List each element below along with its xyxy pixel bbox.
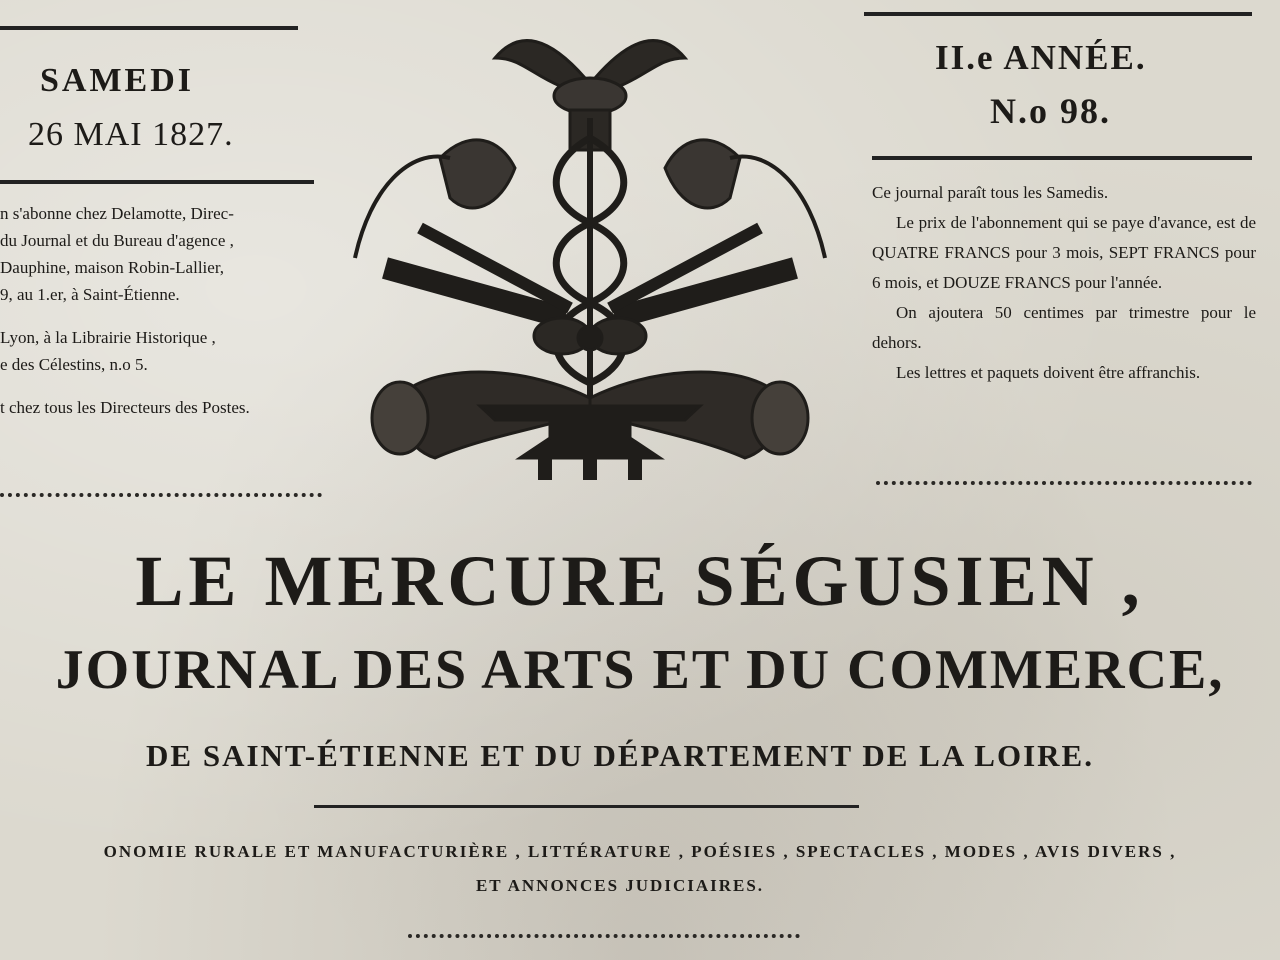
top-right-rule (864, 12, 1252, 16)
info-paragraph: Les lettres et paquets doivent être affranchis. (896, 363, 1201, 382)
topics-line: ONOMIE RURALE ET MANUFACTURIÈRE , LITTÉRATURE , POÉSIES , SPECTACLES , MODES , AVIS DIVERS , (103, 842, 1177, 861)
issue-date: 26 MAI 1827. (28, 116, 234, 153)
subscription-line: Dauphine, maison Robin-Lallier, (0, 258, 225, 277)
subscription-line: du Journal et du Bureau d'agence , (0, 231, 234, 250)
issue-day: SAMEDI (40, 62, 195, 99)
info-paragraph: On ajoutera 50 centimes par trimestre pour le dehors. (872, 303, 1256, 352)
info-paragraph: Ce journal paraît tous les Samedis. (872, 183, 1109, 202)
subscription-line: 9, au 1.er, à Saint-Étienne. (0, 285, 180, 304)
bottom-dotted-rule (408, 934, 800, 938)
newspaper-subtitle: JOURNAL DES ARTS ET DU COMMERCE, (55, 639, 1225, 701)
issue-year: II.e ANNÉE. (935, 38, 1147, 77)
left-dotted-rule (0, 493, 322, 497)
issue-number: N.o 98. (990, 91, 1111, 131)
subscription-line: e des Célestins, n.o 5. (0, 355, 148, 374)
eagle-left-icon (440, 140, 515, 208)
topics-line: ET ANNONCES JUDICIAIRES. (475, 876, 765, 895)
newspaper-region: DE SAINT-ÉTIENNE ET DU DÉPARTEMENT DE LA LOIRE. (146, 738, 1094, 773)
issue-rule (872, 156, 1252, 160)
subscription-info (0, 200, 325, 421)
date-rule (0, 180, 314, 184)
subscription-line: t chez tous les Directeurs des Postes. (0, 398, 250, 417)
info-paragraph: Le prix de l'abonnement qui se paye d'avance, est de QUATRE FRANCS pour 3 mois, SEPT FRANCS pour 6 mois, et DOUZE FRANCS pour l'année. (872, 213, 1256, 292)
masthead-rule (314, 805, 859, 808)
subscription-line: Lyon, à la Librairie Historique , (0, 328, 216, 347)
caduceus-trophy-emblem (330, 18, 850, 498)
publication-info (872, 178, 1256, 388)
top-left-rule (0, 26, 298, 30)
right-dotted-rule (876, 481, 1252, 485)
subscription-line: n s'abonne chez Delamotte, Direc- (0, 204, 234, 223)
newspaper-title: LE MERCURE SÉGUSIEN , (135, 541, 1145, 621)
eagle-right-icon (665, 140, 740, 208)
